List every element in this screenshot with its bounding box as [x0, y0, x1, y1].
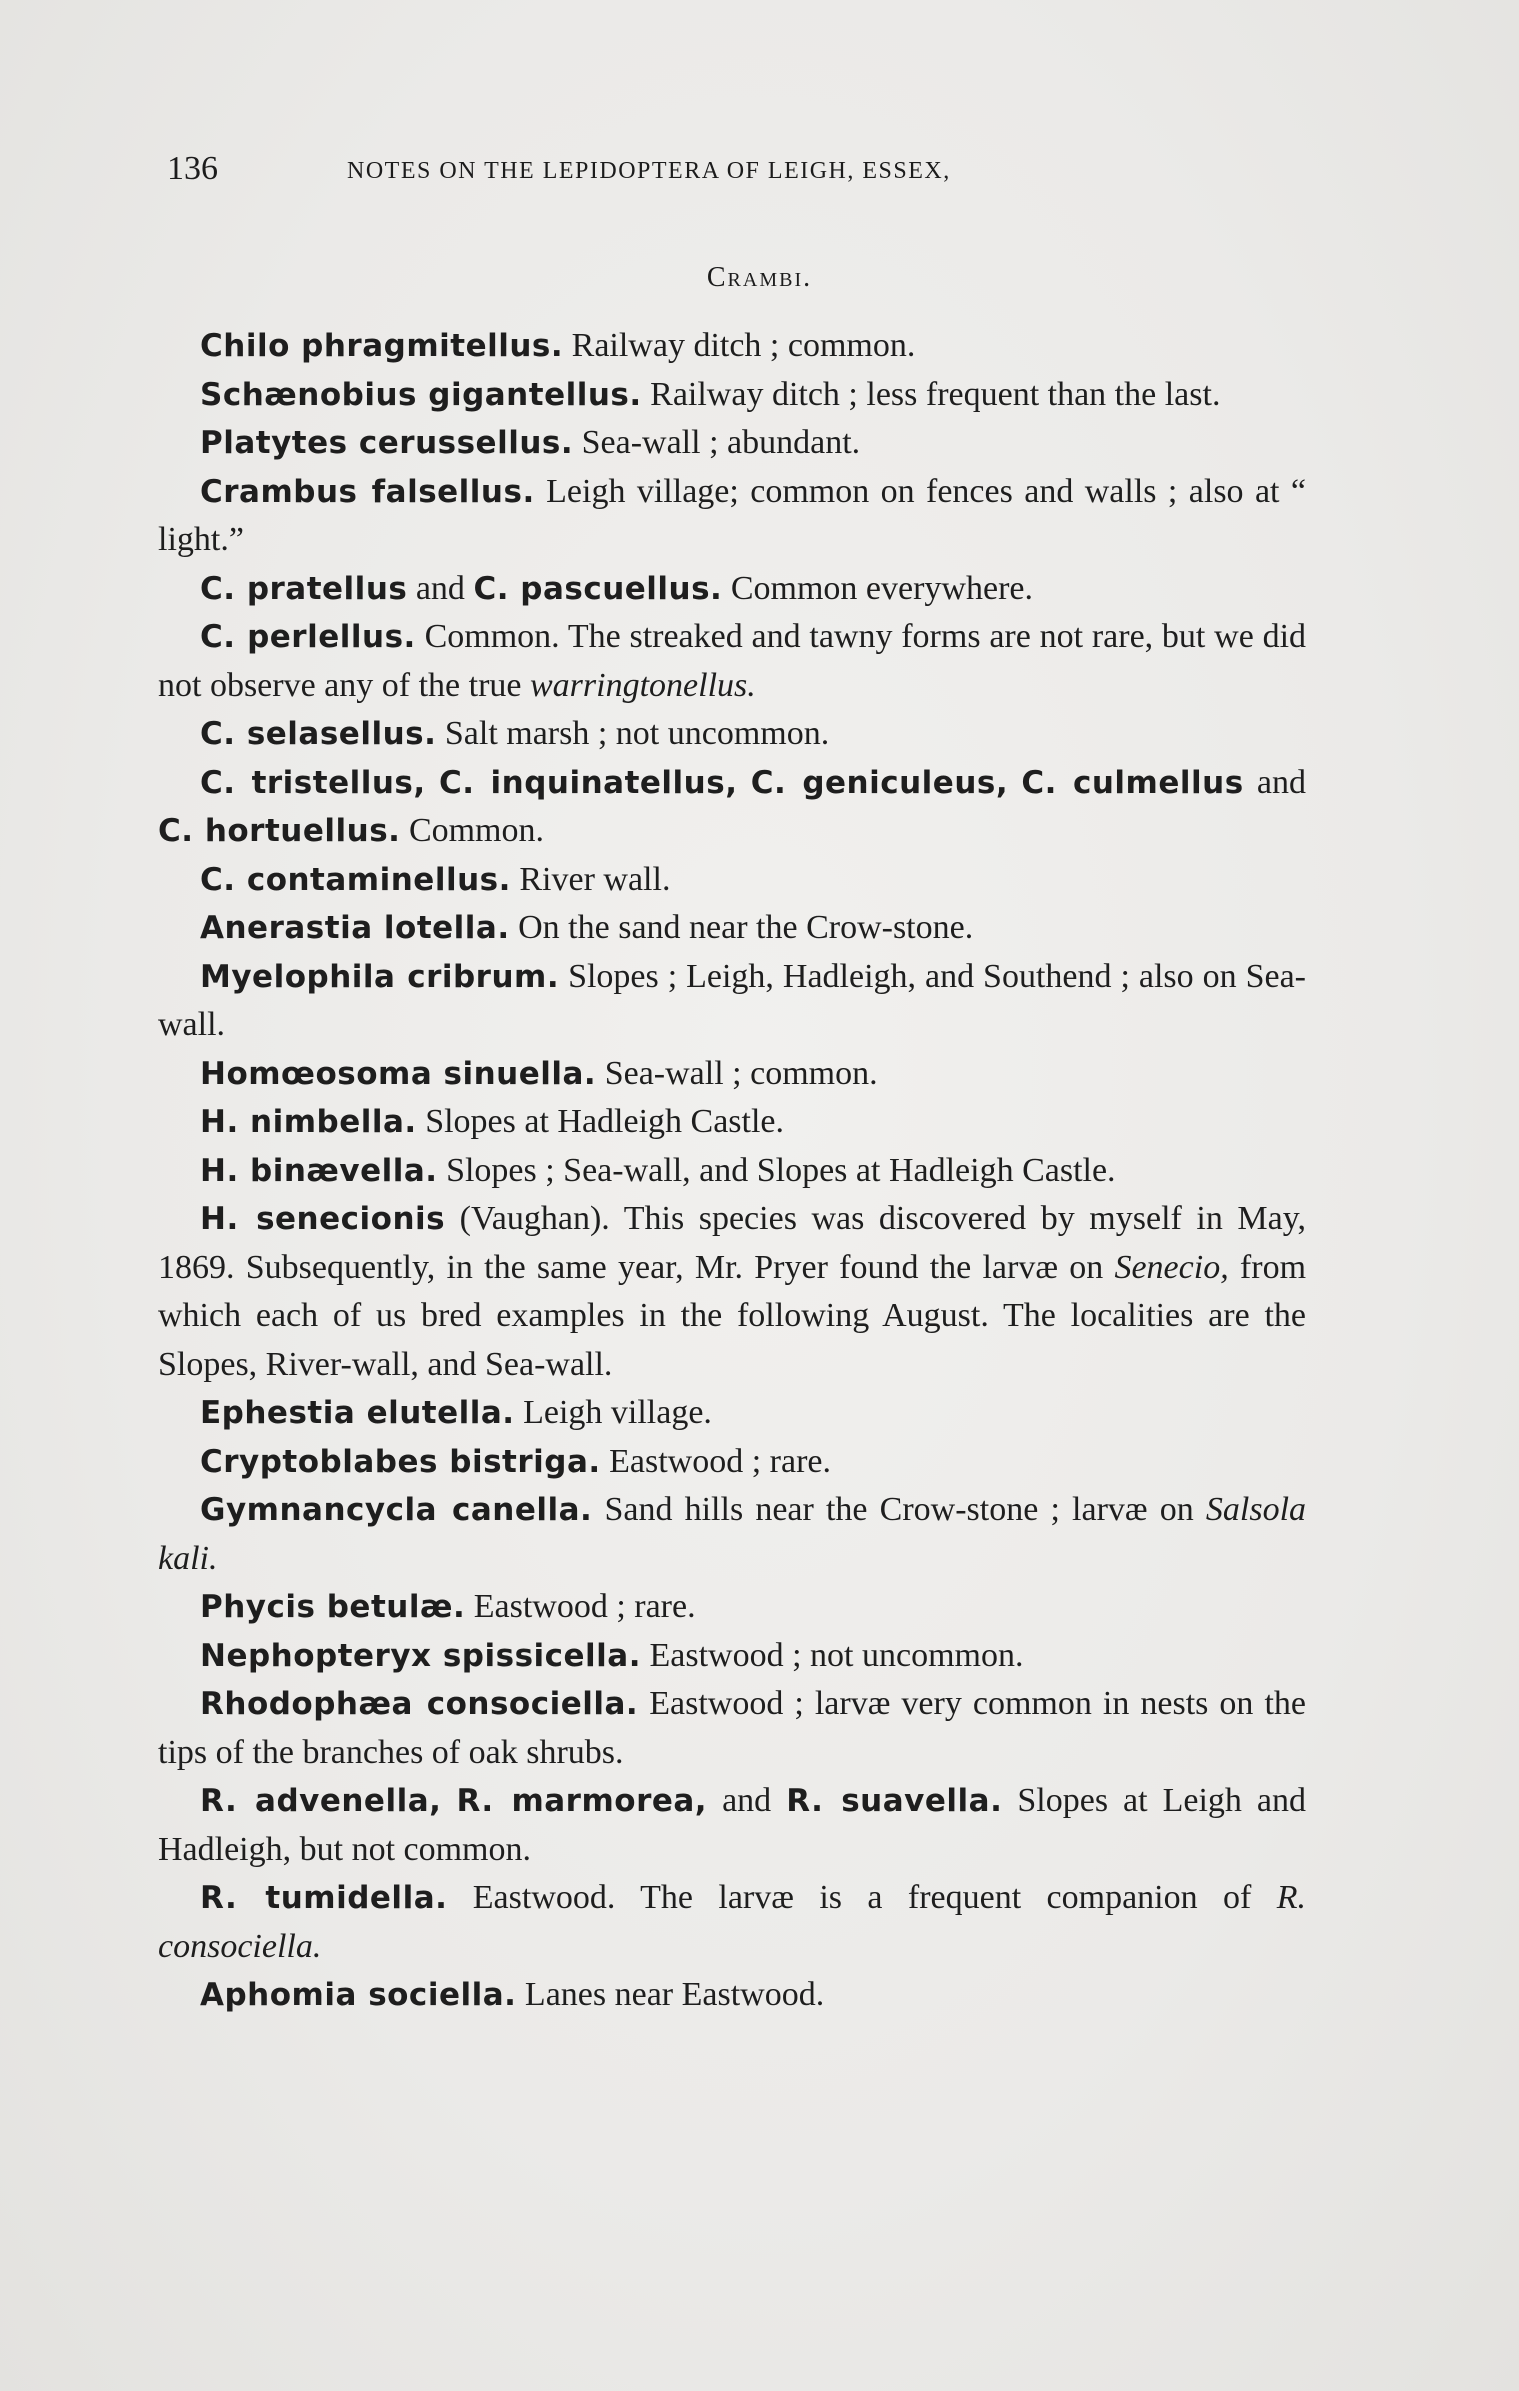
species-notes: Slopes at Leigh and Hadleigh, but not common. — [158, 1782, 1307, 1868]
species-name: Ephestia elutella. — [200, 1395, 515, 1431]
species-notes: Lanes near Eastwood. — [524, 1976, 825, 2013]
species-name: C. contaminellus. — [200, 861, 511, 898]
species-name: Platytes cerussellus. — [200, 425, 574, 461]
species-notes: Leigh village; common on fences and walls ; also at “ light.” — [158, 472, 1306, 558]
species-entry — [158, 1098, 1306, 1147]
species-entry — [158, 953, 1306, 1050]
species-name: Aphomia sociella. — [200, 1977, 517, 2013]
conjunction: and — [415, 569, 465, 607]
species-name: C. inquinatellus, — [438, 764, 738, 801]
species-name: Anerastia lotella. — [200, 910, 510, 946]
species-name: Rhodophæa consociella. — [200, 1686, 639, 1722]
species-entry — [158, 419, 1306, 468]
species-author: (Vaughan). — [459, 1200, 610, 1237]
species-name: Cryptoblabes bistriga. — [200, 1443, 601, 1480]
species-notes-continued: from which each of us bred examples in the following August. The localities are the Slopes, River-wall, and Sea-wall. — [158, 1248, 1307, 1383]
section-title: Crambi. — [706, 262, 813, 293]
species-name: C. pratellus — [200, 570, 408, 607]
species-name: C. culmellus — [1021, 764, 1244, 801]
species-notes: Common everywhere. — [730, 569, 1033, 607]
species-entry — [158, 1680, 1306, 1777]
species-name: H. binævella. — [200, 1152, 438, 1189]
species-notes: Eastwood ; rare. — [609, 1442, 832, 1480]
species-entry — [158, 1971, 1306, 2020]
species-notes: Sand hills near the Crow-stone ; larvæ on — [604, 1491, 1194, 1528]
species-entry — [158, 759, 1306, 856]
species-name: R. tumidella. — [200, 1880, 448, 1916]
species-name: Schænobius gigantellus. — [200, 376, 642, 413]
species-name: R. marmorea, — [456, 1783, 708, 1819]
species-name: Myelophila cribrum. — [200, 958, 560, 995]
species-notes: Sea-wall ; abundant. — [581, 424, 861, 461]
species-notes: Sea-wall ; common. — [604, 1054, 878, 1092]
species-notes: Eastwood ; rare. — [473, 1588, 696, 1625]
species-notes: Eastwood ; larvæ very common in nests on the tips of the branches of oak shrubs. — [158, 1685, 1306, 1771]
species-entry — [158, 613, 1306, 710]
species-notes: Leigh village. — [523, 1394, 712, 1431]
species-reference: R. consociella. — [158, 1879, 1306, 1965]
species-entry — [158, 904, 1306, 953]
conjunction: and — [722, 1782, 772, 1819]
species-name: Gymnancycla canella. — [200, 1492, 593, 1528]
species-entry — [158, 468, 1306, 565]
species-name: Chilo phragmitellus. — [200, 328, 564, 364]
species-notes: Railway ditch ; less frequent than the last. — [650, 375, 1221, 413]
species-entry — [158, 1389, 1306, 1438]
species-entry — [158, 322, 1306, 371]
species-name: Phycis betulæ. — [200, 1589, 466, 1625]
species-notes: Eastwood ; not uncommon. — [649, 1636, 1024, 1674]
species-name: C. pascuellus. — [473, 570, 723, 607]
species-notes: Railway ditch ; common. — [571, 327, 916, 364]
species-entry — [158, 856, 1306, 905]
species-entry — [158, 1632, 1306, 1681]
species-entry — [158, 1583, 1306, 1632]
species-name: H. senecionis — [200, 1201, 446, 1237]
species-reference: warringtonellus. — [530, 666, 756, 704]
species-notes: Slopes ; Leigh, Hadleigh, and Southend ; also on Sea-wall. — [158, 957, 1306, 1043]
species-notes: On the sand near the Crow-stone. — [518, 909, 974, 946]
species-entry — [158, 1874, 1306, 1971]
plant-reference: Senecio, — [1114, 1248, 1229, 1286]
species-entry — [158, 565, 1306, 614]
species-entry — [158, 710, 1306, 759]
species-notes: River wall. — [519, 860, 671, 898]
species-name: H. nimbella. — [200, 1104, 417, 1140]
species-name: C. perlellus. — [200, 619, 416, 655]
species-notes: Slopes at Hadleigh Castle. — [425, 1103, 785, 1140]
species-name: C. tristellus, — [200, 764, 426, 801]
species-entry — [158, 1195, 1306, 1389]
page-number: 136 — [167, 150, 218, 187]
species-notes: This species was discovered by myself in May, 1869. Subsequently, in the same year, Mr. Pryer found the larvæ on — [158, 1200, 1307, 1286]
species-name: C. geniculeus, — [750, 764, 1009, 801]
species-name: Homœosoma sinuella. — [200, 1055, 597, 1092]
species-name: R. suavella. — [786, 1783, 1003, 1819]
species-name: C. hortuellus. — [158, 813, 401, 849]
page-header — [167, 150, 1317, 200]
species-entry — [158, 1777, 1306, 1874]
species-list — [158, 322, 1306, 2020]
running-title: NOTES ON THE LEPIDOPTERA OF LEIGH, ESSEX, — [347, 158, 951, 184]
species-entry — [158, 1147, 1306, 1196]
species-name: Nephopteryx spissicella. — [200, 1637, 641, 1674]
species-entry — [158, 1486, 1306, 1583]
species-entry — [158, 371, 1306, 420]
species-notes: Common. The streaked and tawny forms are not rare, but we did not observe any of the true — [158, 618, 1307, 704]
conjunction: and — [1256, 763, 1307, 801]
species-entry — [158, 1438, 1306, 1487]
species-notes: Common. — [408, 812, 545, 849]
species-name: R. advenella, — [200, 1783, 442, 1819]
species-entry — [158, 1050, 1306, 1099]
plant-reference: Salsola kali. — [158, 1491, 1307, 1577]
species-notes: Salt marsh ; not uncommon. — [444, 715, 830, 752]
species-name: Crambus falsellus. — [200, 473, 535, 510]
species-name: C. selasellus. — [200, 716, 437, 752]
species-notes: Eastwood. The larvæ is a frequent companion of — [472, 1879, 1252, 1916]
species-notes: Slopes ; Sea-wall, and Slopes at Hadleigh Castle. — [446, 1151, 1116, 1189]
